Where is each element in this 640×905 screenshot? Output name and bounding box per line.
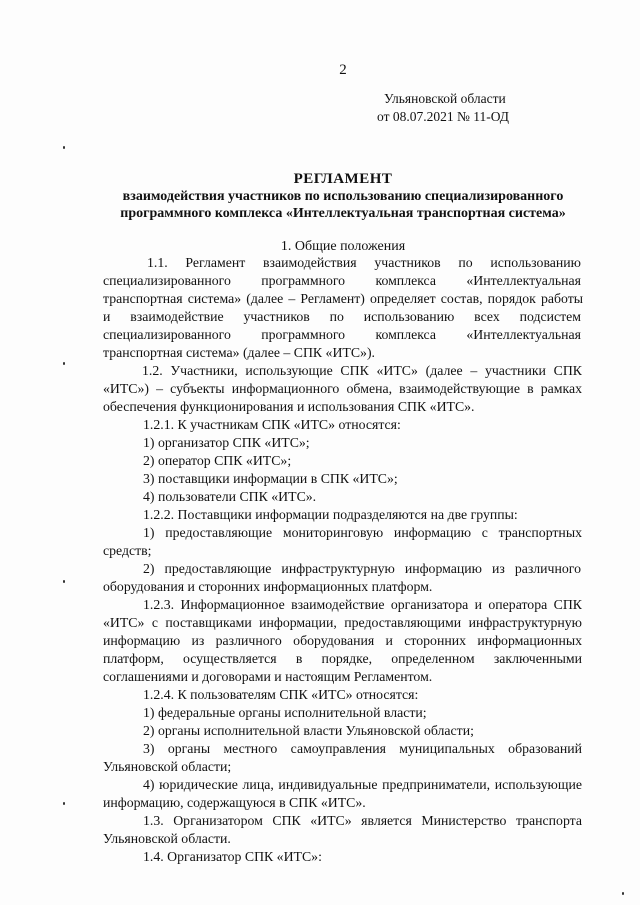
paragraph-line: специализированного программного комплекса «Интеллектуальная (103, 327, 581, 342)
paragraph-line: «ИТС» с поставщиками информации, предоставляющими инфраструктурную (103, 615, 582, 630)
scan-speck (622, 892, 624, 895)
scan-speck (63, 362, 65, 365)
paragraph-line: 1.1. Регламент взаимодействия участников по использованию (147, 255, 581, 270)
list-item: 4) юридические лица, индивидуальные предприниматели, использующие (143, 777, 582, 792)
list-item: 4) пользователи СПК «ИТС». (143, 489, 317, 504)
paragraph-line: соглашениями и договорами и настоящим Регламентом. (103, 669, 433, 684)
list-item: 3) органы местного самоуправления муниципальных образований (143, 741, 582, 756)
list-item: 3) поставщики информации в СПК «ИТС»; (143, 471, 398, 486)
scan-speck (63, 146, 65, 149)
paragraph-line: средств; (103, 543, 152, 558)
document-subtitle-line1: взаимодействия участников по использованию специализированного (122, 189, 564, 204)
paragraph-line: 1.2. Участники, использующие СПК «ИТС» (далее – участники СПК (142, 363, 582, 378)
paragraph-line: оборудования и сторонних информационных платформ. (103, 579, 433, 594)
paragraph-line: информацию, содержащуюся в СПК «ИТС». (103, 795, 366, 810)
list-item: 2) оператор СПК «ИТС»; (143, 453, 292, 468)
section-heading: 1. Общие положения (280, 239, 406, 254)
paragraph-line: 1.2.2. Поставщики информации подразделяются на две группы: (143, 507, 518, 522)
list-item: 2) предоставляющие инфраструктурную информацию из различного (143, 561, 581, 576)
page-number: 2 (339, 62, 347, 78)
paragraph-line: 1.2.1. К участникам СПК «ИТС» относятся: (143, 417, 401, 432)
list-item: 1) организатор СПК «ИТС»; (143, 435, 310, 450)
paragraph-line: «ИТС») – субъекты информационного обмена, взаимодействующие в рамках (103, 381, 582, 396)
list-item: 2) органы исполнительной власти Ульяновской области; (143, 723, 474, 738)
list-item: 1) предоставляющие мониторинговую информацию с транспортных (143, 525, 582, 540)
paragraph-line: обеспечения функционирования и использования СПК «ИТС». (103, 399, 475, 414)
paragraph-line: 1.4. Организатор СПК «ИТС»: (143, 849, 322, 864)
list-item: 1) федеральные органы исполнительной власти; (143, 705, 427, 720)
paragraph-line: 1.2.4. К пользователям СПК «ИТС» относятся: (143, 687, 419, 702)
header-region: Ульяновской области (384, 91, 506, 106)
paragraph-line: транспортная система» (далее – СПК «ИТС»). (103, 345, 375, 360)
paragraph-line: специализированного программного комплекса «Интеллектуальная (103, 273, 581, 288)
document-subtitle-line2: программного комплекса «Интеллектуальная транспортная система» (120, 206, 566, 221)
paragraph-line: 1.3. Организатором СПК «ИТС» является Министерство транспорта (143, 813, 582, 828)
paragraph-line: Ульяновской области; (103, 759, 232, 774)
paragraph-line: информацию из различного оборудования и сторонних информационных (103, 633, 582, 648)
paragraph-line: 1.2.3. Информационное взаимодействие организатора и оператора СПК (143, 597, 582, 612)
paragraph-line: и взаимодействие участников по использованию всех подсистем (103, 309, 581, 324)
scan-speck (63, 802, 65, 805)
paragraph-line: платформ, осуществляется в порядке, определенном заключенными (103, 651, 582, 666)
document-title: РЕГЛАМЕНТ (293, 171, 393, 187)
paragraph-line: транспортная система» (далее – Регламент) определяет состав, порядок работы (103, 291, 583, 306)
header-order-number: от 08.07.2021 № 11-ОД (377, 109, 510, 124)
scan-speck (63, 580, 65, 583)
paragraph-line: Ульяновской области. (103, 831, 231, 846)
